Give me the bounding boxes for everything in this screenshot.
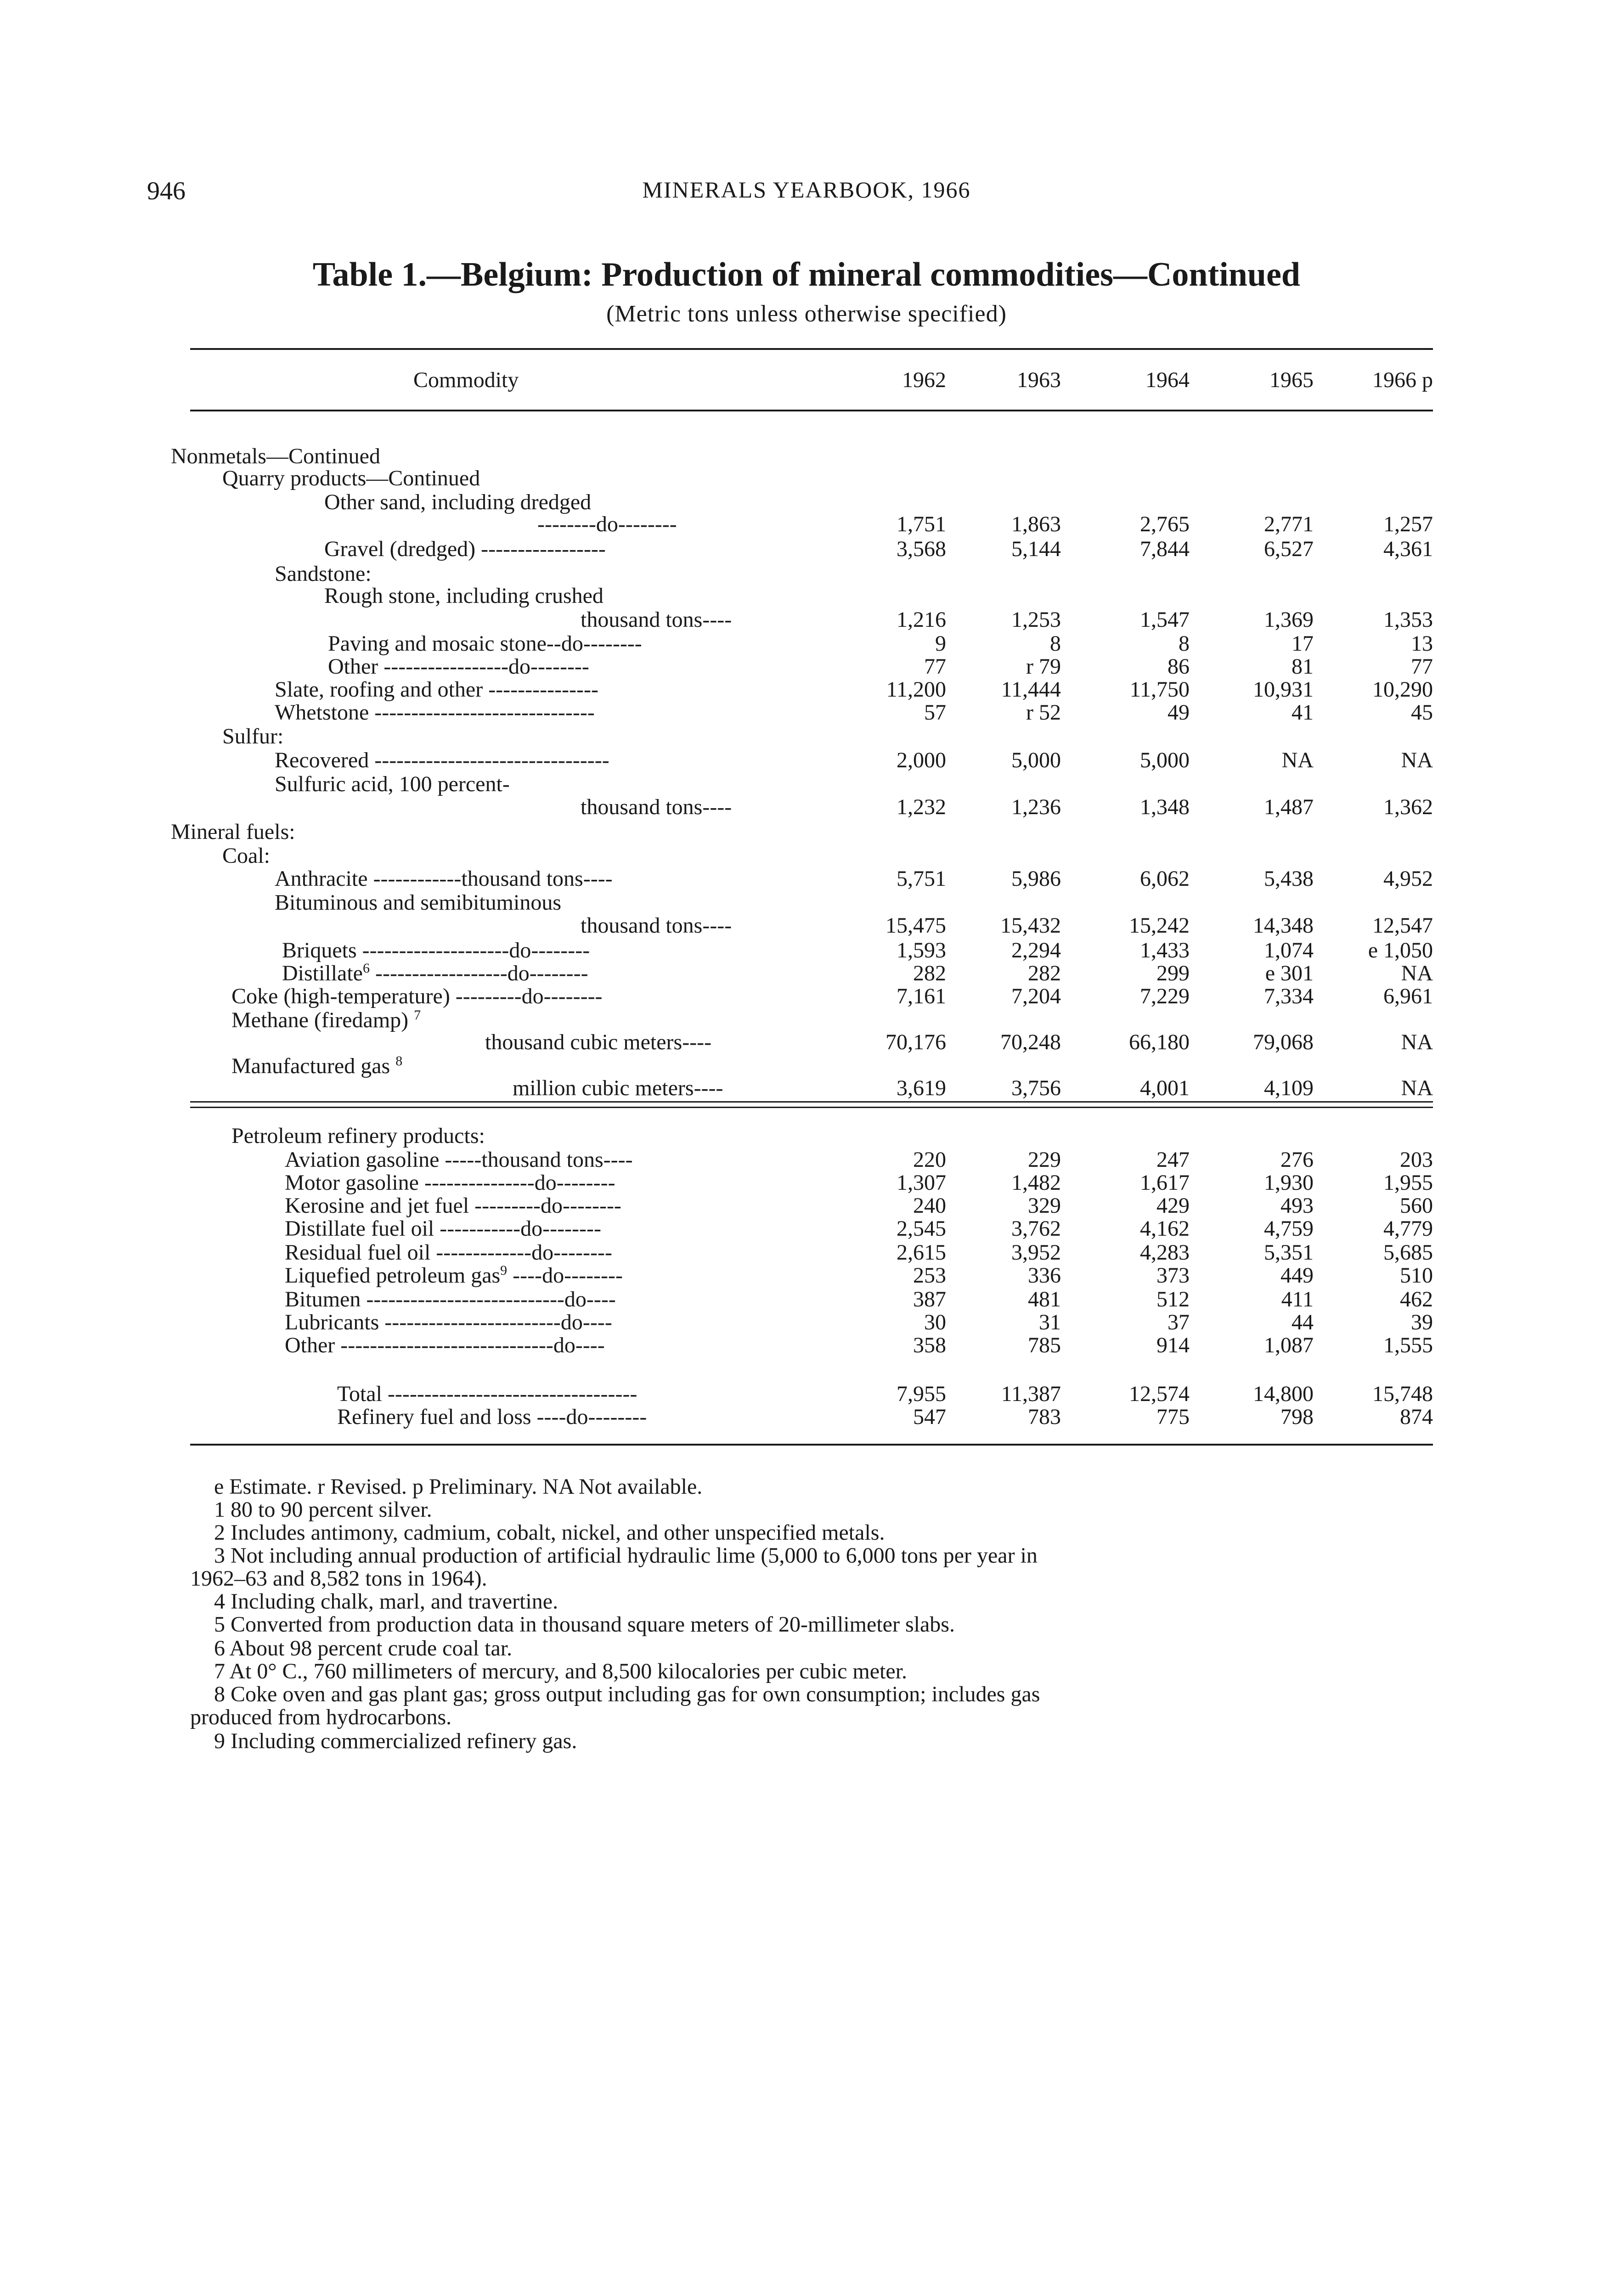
value-bitumen-1966: 462 xyxy=(1400,1287,1433,1311)
row-label: Kerosine and jet fuel ---------do-------- xyxy=(285,1193,621,1218)
footnote-marker: 8 xyxy=(395,1053,403,1069)
value-kerosine-1966: 560 xyxy=(1400,1193,1433,1218)
value-manufactured-1963: 3,756 xyxy=(1011,1076,1061,1100)
value-other-pet-1962: 358 xyxy=(913,1333,946,1357)
value-other-ss-1965: 81 xyxy=(1292,654,1314,679)
value-total-1966: 15,748 xyxy=(1372,1382,1433,1406)
footnote-marker: 9 xyxy=(500,1263,508,1278)
value-refinery-fuel-1965: 798 xyxy=(1280,1405,1314,1429)
value-motor-1963: 1,482 xyxy=(1011,1171,1061,1195)
value-lpg-1965: 449 xyxy=(1280,1263,1314,1288)
section-double-rule-top xyxy=(190,1101,1433,1103)
value-whetstone-1965: 41 xyxy=(1292,700,1314,725)
value-paving-1964: 8 xyxy=(1179,631,1190,656)
value-anthracite-1963: 5,986 xyxy=(1011,867,1061,891)
footnote-5: 5 Converted from production data in thousand square meters of 20-millimeter slabs. xyxy=(214,1612,955,1637)
column-header-1963: 1963 xyxy=(1017,368,1061,392)
column-header-commodity: Commodity xyxy=(413,368,519,392)
value-briquets-1964: 1,433 xyxy=(1140,938,1190,962)
value-lubricants-1962: 30 xyxy=(924,1310,946,1334)
footnote-2: 2 Includes antimony, cadmium, cobalt, nickel, and other unspecified metals. xyxy=(214,1520,885,1545)
value-bitumen-1962: 387 xyxy=(913,1287,946,1311)
footnote-3-cont: 1962–63 and 8,582 tons in 1964). xyxy=(190,1566,487,1591)
value-slate-1966: 10,290 xyxy=(1372,677,1433,702)
value-whetstone-1966: 45 xyxy=(1411,700,1433,725)
value-whetstone-1962: 57 xyxy=(924,700,946,725)
value-paving-1966: 13 xyxy=(1411,631,1433,656)
value-aviation-1962: 220 xyxy=(913,1148,946,1172)
value-residual-1965: 5,351 xyxy=(1264,1240,1314,1265)
value-coke-1966: 6,961 xyxy=(1383,984,1433,1008)
value-refinery-fuel-1963: 783 xyxy=(1028,1405,1061,1429)
value-manufactured-1965: 4,109 xyxy=(1264,1076,1314,1100)
value-bituminous-1962: 15,475 xyxy=(885,913,946,938)
row-label: Rough stone, including crushed xyxy=(324,584,603,608)
table-header-rule xyxy=(190,410,1433,411)
value-bituminous-1964: 15,242 xyxy=(1129,913,1190,938)
row-label: thousand tons---- xyxy=(581,608,732,632)
row-label: Total ---------------------------------- xyxy=(337,1382,637,1406)
value-paving-1963: 8 xyxy=(1050,631,1061,656)
row-label: Sandstone: xyxy=(275,562,372,586)
footnote-7: 7 At 0° C., 760 millimeters of mercury, and 8,500 kilocalories per cubic meter. xyxy=(214,1659,908,1683)
row-label: Sulfur: xyxy=(222,724,284,748)
value-whetstone-1964: 49 xyxy=(1167,700,1190,725)
row-label: Sulfuric acid, 100 percent- xyxy=(275,772,510,796)
value-residual-1963: 3,952 xyxy=(1011,1240,1061,1265)
row-label-leader: ------------------do-------- xyxy=(375,961,588,985)
value-gravel-1962: 3,568 xyxy=(897,537,946,561)
row-label: Slate, roofing and other --------------- xyxy=(275,677,598,702)
value-residual-1964: 4,283 xyxy=(1140,1240,1190,1265)
row-label-text: Distillate xyxy=(282,961,363,985)
value-other-pet-1963: 785 xyxy=(1028,1333,1061,1357)
value-manufactured-1962: 3,619 xyxy=(897,1076,946,1100)
value-lpg-1964: 373 xyxy=(1156,1263,1190,1288)
row-label: Bitumen ---------------------------do---- xyxy=(285,1287,616,1311)
value-aviation-1963: 229 xyxy=(1028,1148,1061,1172)
row-label-text: Methane (firedamp) xyxy=(231,1008,409,1032)
row-label xyxy=(231,1009,421,1031)
value-kerosine-1964: 429 xyxy=(1156,1193,1190,1218)
value-recovered-1962: 2,000 xyxy=(897,748,946,772)
row-label-text: Liquefied petroleum gas xyxy=(285,1263,501,1288)
value-sulfuric-1962: 1,232 xyxy=(897,795,946,819)
row-label-text: Manufactured gas xyxy=(231,1054,390,1078)
value-total-1965: 14,800 xyxy=(1253,1382,1314,1406)
value-motor-1962: 1,307 xyxy=(897,1171,946,1195)
value-distillate-1965: e 301 xyxy=(1265,961,1314,985)
column-header-1966: 1966 p xyxy=(1372,368,1433,392)
row-label: Refinery fuel and loss ----do-------- xyxy=(337,1405,647,1429)
value-other-ss-1966: 77 xyxy=(1411,654,1433,679)
value-distillate-1962: 282 xyxy=(913,961,946,985)
column-header-1965: 1965 xyxy=(1269,368,1314,392)
value-paving-1962: 9 xyxy=(935,631,946,656)
value-distillate-fuel-1966: 4,779 xyxy=(1383,1216,1433,1241)
row-label: thousand tons---- xyxy=(581,795,732,819)
value-aviation-1965: 276 xyxy=(1280,1148,1314,1172)
value-bitumen-1964: 512 xyxy=(1156,1287,1190,1311)
row-label xyxy=(282,962,588,985)
value-briquets-1966: e 1,050 xyxy=(1368,938,1433,962)
value-briquets-1965: 1,074 xyxy=(1264,938,1314,962)
value-bitumen-1965: 411 xyxy=(1281,1287,1314,1311)
value-slate-1962: 11,200 xyxy=(886,677,946,702)
value-kerosine-1962: 240 xyxy=(913,1193,946,1218)
row-label: thousand cubic meters---- xyxy=(485,1030,712,1054)
row-label: thousand tons---- xyxy=(581,913,732,938)
value-bituminous-1965: 14,348 xyxy=(1253,913,1314,938)
value-rough-1963: 1,253 xyxy=(1011,608,1061,632)
value-lubricants-1964: 37 xyxy=(1167,1310,1190,1334)
value-coke-1964: 7,229 xyxy=(1140,984,1190,1008)
value-rough-1965: 1,369 xyxy=(1264,608,1314,632)
value-methane-1964: 66,180 xyxy=(1129,1030,1190,1054)
row-label: Aviation gasoline -----thousand tons---- xyxy=(285,1148,633,1172)
value-manufactured-1964: 4,001 xyxy=(1140,1076,1190,1100)
value-methane-1963: 70,248 xyxy=(1000,1030,1061,1054)
value-refinery-fuel-1964: 775 xyxy=(1156,1405,1190,1429)
value-total-1963: 11,387 xyxy=(1001,1382,1061,1406)
value-sulfuric-1966: 1,362 xyxy=(1383,795,1433,819)
row-label: Briquets --------------------do-------- xyxy=(282,938,590,962)
value-distillate-fuel-1962: 2,545 xyxy=(897,1216,946,1241)
value-lpg-1963: 336 xyxy=(1028,1263,1061,1288)
row-label xyxy=(285,1265,623,1287)
value-other-ss-1963: r 79 xyxy=(1026,654,1061,679)
row-label: --------do-------- xyxy=(537,512,677,536)
row-label: Paving and mosaic stone--do-------- xyxy=(328,631,642,656)
value-whetstone-1963: r 52 xyxy=(1026,700,1061,725)
value-anthracite-1962: 5,751 xyxy=(897,867,946,891)
value-other-ss-1962: 77 xyxy=(924,654,946,679)
value-lpg-1962: 253 xyxy=(913,1263,946,1288)
value-recovered-1966: NA xyxy=(1401,748,1433,772)
table-subtitle: (Metric tons unless otherwise specified) xyxy=(606,301,1007,327)
running-head: MINERALS YEARBOOK, 1966 xyxy=(642,177,971,203)
value-recovered-1965: NA xyxy=(1281,748,1314,772)
value-rough-1966: 1,353 xyxy=(1383,608,1433,632)
value-slate-1963: 11,444 xyxy=(1001,677,1061,702)
value-refinery-fuel-1966: 874 xyxy=(1400,1405,1433,1429)
value-gravel-1963: 5,144 xyxy=(1011,537,1061,561)
value-recovered-1963: 5,000 xyxy=(1011,748,1061,772)
value-sulfuric-1964: 1,348 xyxy=(1140,795,1190,819)
value-distillate-1963: 282 xyxy=(1028,961,1061,985)
footnote-3: 3 Not including annual production of artificial hydraulic lime (5,000 to 6,000 tons per year in xyxy=(214,1543,1038,1568)
value-total-1962: 7,955 xyxy=(897,1382,946,1406)
footnote-1: 1 80 to 90 percent silver. xyxy=(214,1497,432,1522)
value-sulfuric-1965: 1,487 xyxy=(1264,795,1314,819)
row-label: Lubricants ------------------------do---- xyxy=(285,1310,612,1334)
value-other-sand-1962: 1,751 xyxy=(897,512,946,536)
value-total-1964: 12,574 xyxy=(1129,1382,1190,1406)
value-methane-1962: 70,176 xyxy=(885,1030,946,1054)
row-label xyxy=(231,1055,402,1077)
value-anthracite-1965: 5,438 xyxy=(1264,867,1314,891)
row-label: Other -----------------------------do---- xyxy=(285,1333,605,1357)
table-title: Table 1.—Belgium: Production of mineral commodities—Continued xyxy=(312,256,1301,293)
row-label-leader: ----do-------- xyxy=(513,1263,623,1288)
row-label: Anthracite ------------thousand tons---- xyxy=(275,867,613,891)
row-label: Bituminous and semibituminous xyxy=(275,890,562,915)
value-other-sand-1964: 2,765 xyxy=(1140,512,1190,536)
value-distillate-fuel-1965: 4,759 xyxy=(1264,1216,1314,1241)
value-distillate-1964: 299 xyxy=(1156,961,1190,985)
value-gravel-1964: 7,844 xyxy=(1140,537,1190,561)
table-bottom-rule xyxy=(190,1444,1433,1446)
value-briquets-1962: 1,593 xyxy=(897,938,946,962)
value-distillate-fuel-1964: 4,162 xyxy=(1140,1216,1190,1241)
value-briquets-1963: 2,294 xyxy=(1011,938,1061,962)
value-motor-1964: 1,617 xyxy=(1140,1171,1190,1195)
value-coke-1965: 7,334 xyxy=(1264,984,1314,1008)
value-manufactured-1966: NA xyxy=(1401,1076,1433,1100)
value-kerosine-1965: 493 xyxy=(1280,1193,1314,1218)
row-label: Residual fuel oil -------------do-------- xyxy=(285,1240,612,1265)
value-bitumen-1963: 481 xyxy=(1028,1287,1061,1311)
column-header-1964: 1964 xyxy=(1145,368,1190,392)
value-lpg-1966: 510 xyxy=(1400,1263,1433,1288)
value-lubricants-1966: 39 xyxy=(1411,1310,1433,1334)
value-anthracite-1966: 4,952 xyxy=(1383,867,1433,891)
row-label: Other -----------------do-------- xyxy=(328,654,589,679)
value-methane-1966: NA xyxy=(1401,1030,1433,1054)
row-label: Quarry products—Continued xyxy=(222,466,480,490)
row-label: Recovered -------------------------------- xyxy=(275,748,609,772)
row-label: Motor gasoline ---------------do-------- xyxy=(285,1171,615,1195)
footnote-8: 8 Coke oven and gas plant gas; gross output including gas for own consumption; includes gas xyxy=(214,1682,1040,1706)
row-label: Gravel (dredged) ----------------- xyxy=(324,537,606,561)
footnote-legend: e Estimate. r Revised. p Preliminary. NA Not available. xyxy=(214,1474,703,1499)
value-other-sand-1965: 2,771 xyxy=(1264,512,1314,536)
row-label: Other sand, including dredged xyxy=(324,490,592,514)
value-paving-1965: 17 xyxy=(1292,631,1314,656)
value-gravel-1966: 4,361 xyxy=(1383,537,1433,561)
row-label: million cubic meters---- xyxy=(513,1076,723,1100)
footnote-9: 9 Including commercialized refinery gas. xyxy=(214,1729,577,1753)
value-aviation-1964: 247 xyxy=(1156,1148,1190,1172)
footnote-marker: 6 xyxy=(362,961,370,976)
value-slate-1964: 11,750 xyxy=(1129,677,1190,702)
value-rough-1962: 1,216 xyxy=(897,608,946,632)
value-motor-1965: 1,930 xyxy=(1264,1171,1314,1195)
row-label: Whetstone ------------------------------ xyxy=(275,700,595,725)
value-gravel-1965: 6,527 xyxy=(1264,537,1314,561)
value-residual-1962: 2,615 xyxy=(897,1240,946,1265)
value-motor-1966: 1,955 xyxy=(1383,1171,1433,1195)
value-coke-1962: 7,161 xyxy=(897,984,946,1008)
value-recovered-1964: 5,000 xyxy=(1140,748,1190,772)
section-double-rule-bottom xyxy=(190,1107,1433,1108)
value-refinery-fuel-1962: 547 xyxy=(913,1405,946,1429)
value-other-pet-1965: 1,087 xyxy=(1264,1333,1314,1357)
value-lubricants-1963: 31 xyxy=(1039,1310,1061,1334)
footnote-4: 4 Including chalk, marl, and travertine. xyxy=(214,1589,558,1614)
footnote-marker: 7 xyxy=(414,1007,421,1023)
footnote-8-cont: produced from hydrocarbons. xyxy=(190,1705,452,1729)
value-other-sand-1966: 1,257 xyxy=(1383,512,1433,536)
footnote-6: 6 About 98 percent crude coal tar. xyxy=(214,1636,513,1660)
value-distillate-fuel-1963: 3,762 xyxy=(1011,1216,1061,1241)
value-lubricants-1965: 44 xyxy=(1292,1310,1314,1334)
value-methane-1965: 79,068 xyxy=(1253,1030,1314,1054)
value-rough-1964: 1,547 xyxy=(1140,608,1190,632)
value-aviation-1966: 203 xyxy=(1400,1148,1433,1172)
value-other-sand-1963: 1,863 xyxy=(1011,512,1061,536)
row-label: Mineral fuels: xyxy=(171,820,295,844)
value-other-pet-1964: 914 xyxy=(1156,1333,1190,1357)
row-label: Nonmetals—Continued xyxy=(171,444,380,468)
row-label: Coal: xyxy=(222,844,270,868)
value-distillate-1966: NA xyxy=(1401,961,1433,985)
value-slate-1965: 10,931 xyxy=(1253,677,1314,702)
table-top-rule xyxy=(190,348,1433,350)
row-label: Coke (high-temperature) ---------do-------- xyxy=(231,984,603,1008)
value-other-pet-1966: 1,555 xyxy=(1383,1333,1433,1357)
value-coke-1963: 7,204 xyxy=(1011,984,1061,1008)
value-bituminous-1966: 12,547 xyxy=(1372,913,1433,938)
page-number: 946 xyxy=(147,177,186,205)
column-header-1962: 1962 xyxy=(902,368,946,392)
value-other-ss-1964: 86 xyxy=(1167,654,1190,679)
value-kerosine-1963: 329 xyxy=(1028,1193,1061,1218)
row-label: Petroleum refinery products: xyxy=(231,1124,485,1148)
value-sulfuric-1963: 1,236 xyxy=(1011,795,1061,819)
value-bituminous-1963: 15,432 xyxy=(1000,913,1061,938)
value-residual-1966: 5,685 xyxy=(1383,1240,1433,1265)
value-anthracite-1964: 6,062 xyxy=(1140,867,1190,891)
row-label: Distillate fuel oil -----------do-------- xyxy=(285,1216,601,1241)
